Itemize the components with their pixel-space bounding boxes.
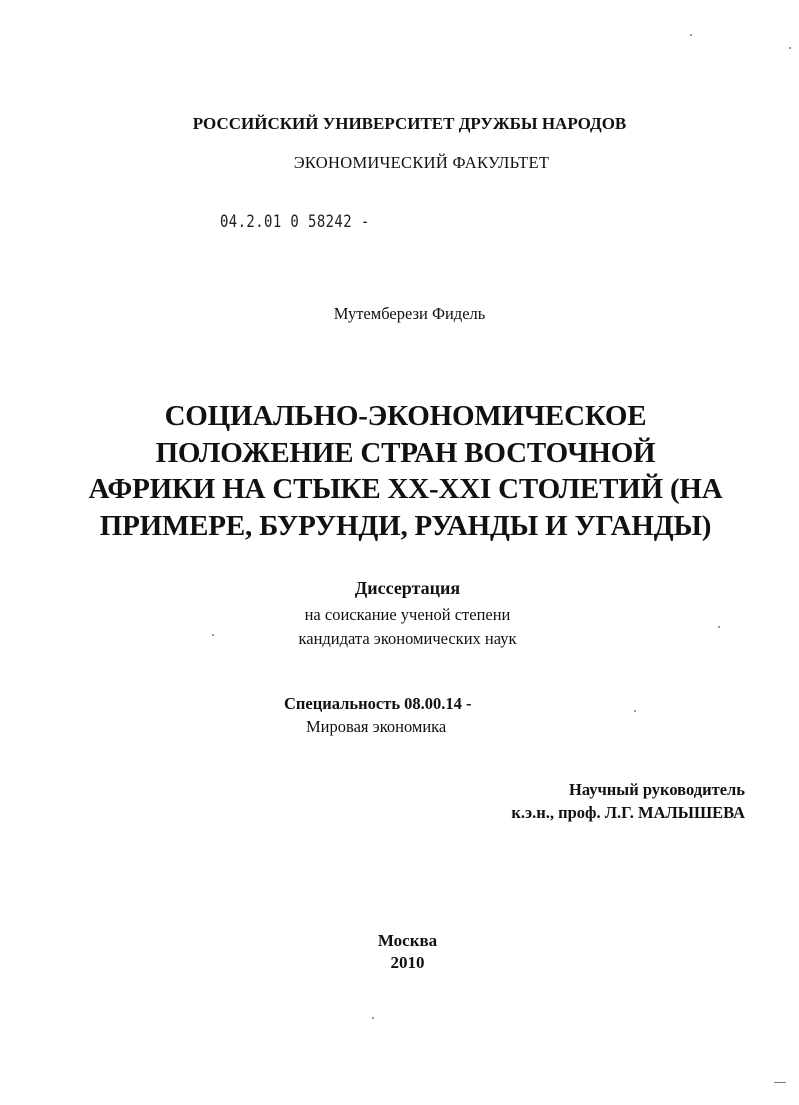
title-line-2: ПОЛОЖЕНИЕ СТРАН ВОСТОЧНОЙ: [155, 436, 656, 469]
title-line-1: СОЦИАЛЬНО-ЭКОНОМИЧЕСКОЕ: [164, 400, 647, 432]
scan-speck: [634, 710, 636, 712]
degree-line-2: кандидата экономических наук: [298, 629, 517, 648]
title-line-4: ПРИМЕРЕ, БУРУНДИ, РУАНДЫ И УГАНДЫ): [99, 509, 712, 542]
scan-speck: [690, 34, 692, 36]
scan-speck: [774, 1082, 786, 1083]
advisor-name: к.э.н., проф. Л.Г. МАЛЫШЕВА: [511, 803, 745, 822]
degree-line-1: на соискание ученой степени: [304, 605, 511, 624]
scan-speck: [718, 626, 720, 628]
faculty-name: ЭКОНОМИЧЕСКИЙ ФАКУЛЬТЕТ: [293, 153, 550, 172]
year: 2010: [390, 953, 425, 972]
author-name: Мутемберези Фидель: [333, 304, 486, 323]
advisor-label: Научный руководитель: [569, 780, 745, 799]
specialty-name: Мировая экономика: [306, 717, 447, 736]
scan-speck: [789, 47, 791, 49]
registration-stamp-number: 04.2.01 0 58242 -: [220, 212, 370, 232]
specialty-label: Специальность 08.00.14 -: [284, 694, 472, 713]
university-name: РОССИЙСКИЙ УНИВЕРСИТЕТ ДРУЖБЫ НАРОДОВ: [192, 114, 627, 133]
city: Москва: [377, 931, 438, 950]
scan-speck: [212, 634, 214, 636]
dissertation-heading: Диссертация: [354, 578, 461, 598]
dissertation-title: [0, 398, 799, 544]
title-line-3: АФРИКИ НА СТЫКЕ XX-XXI СТОЛЕТИЙ (НА: [88, 473, 723, 505]
scan-speck: [372, 1017, 374, 1019]
